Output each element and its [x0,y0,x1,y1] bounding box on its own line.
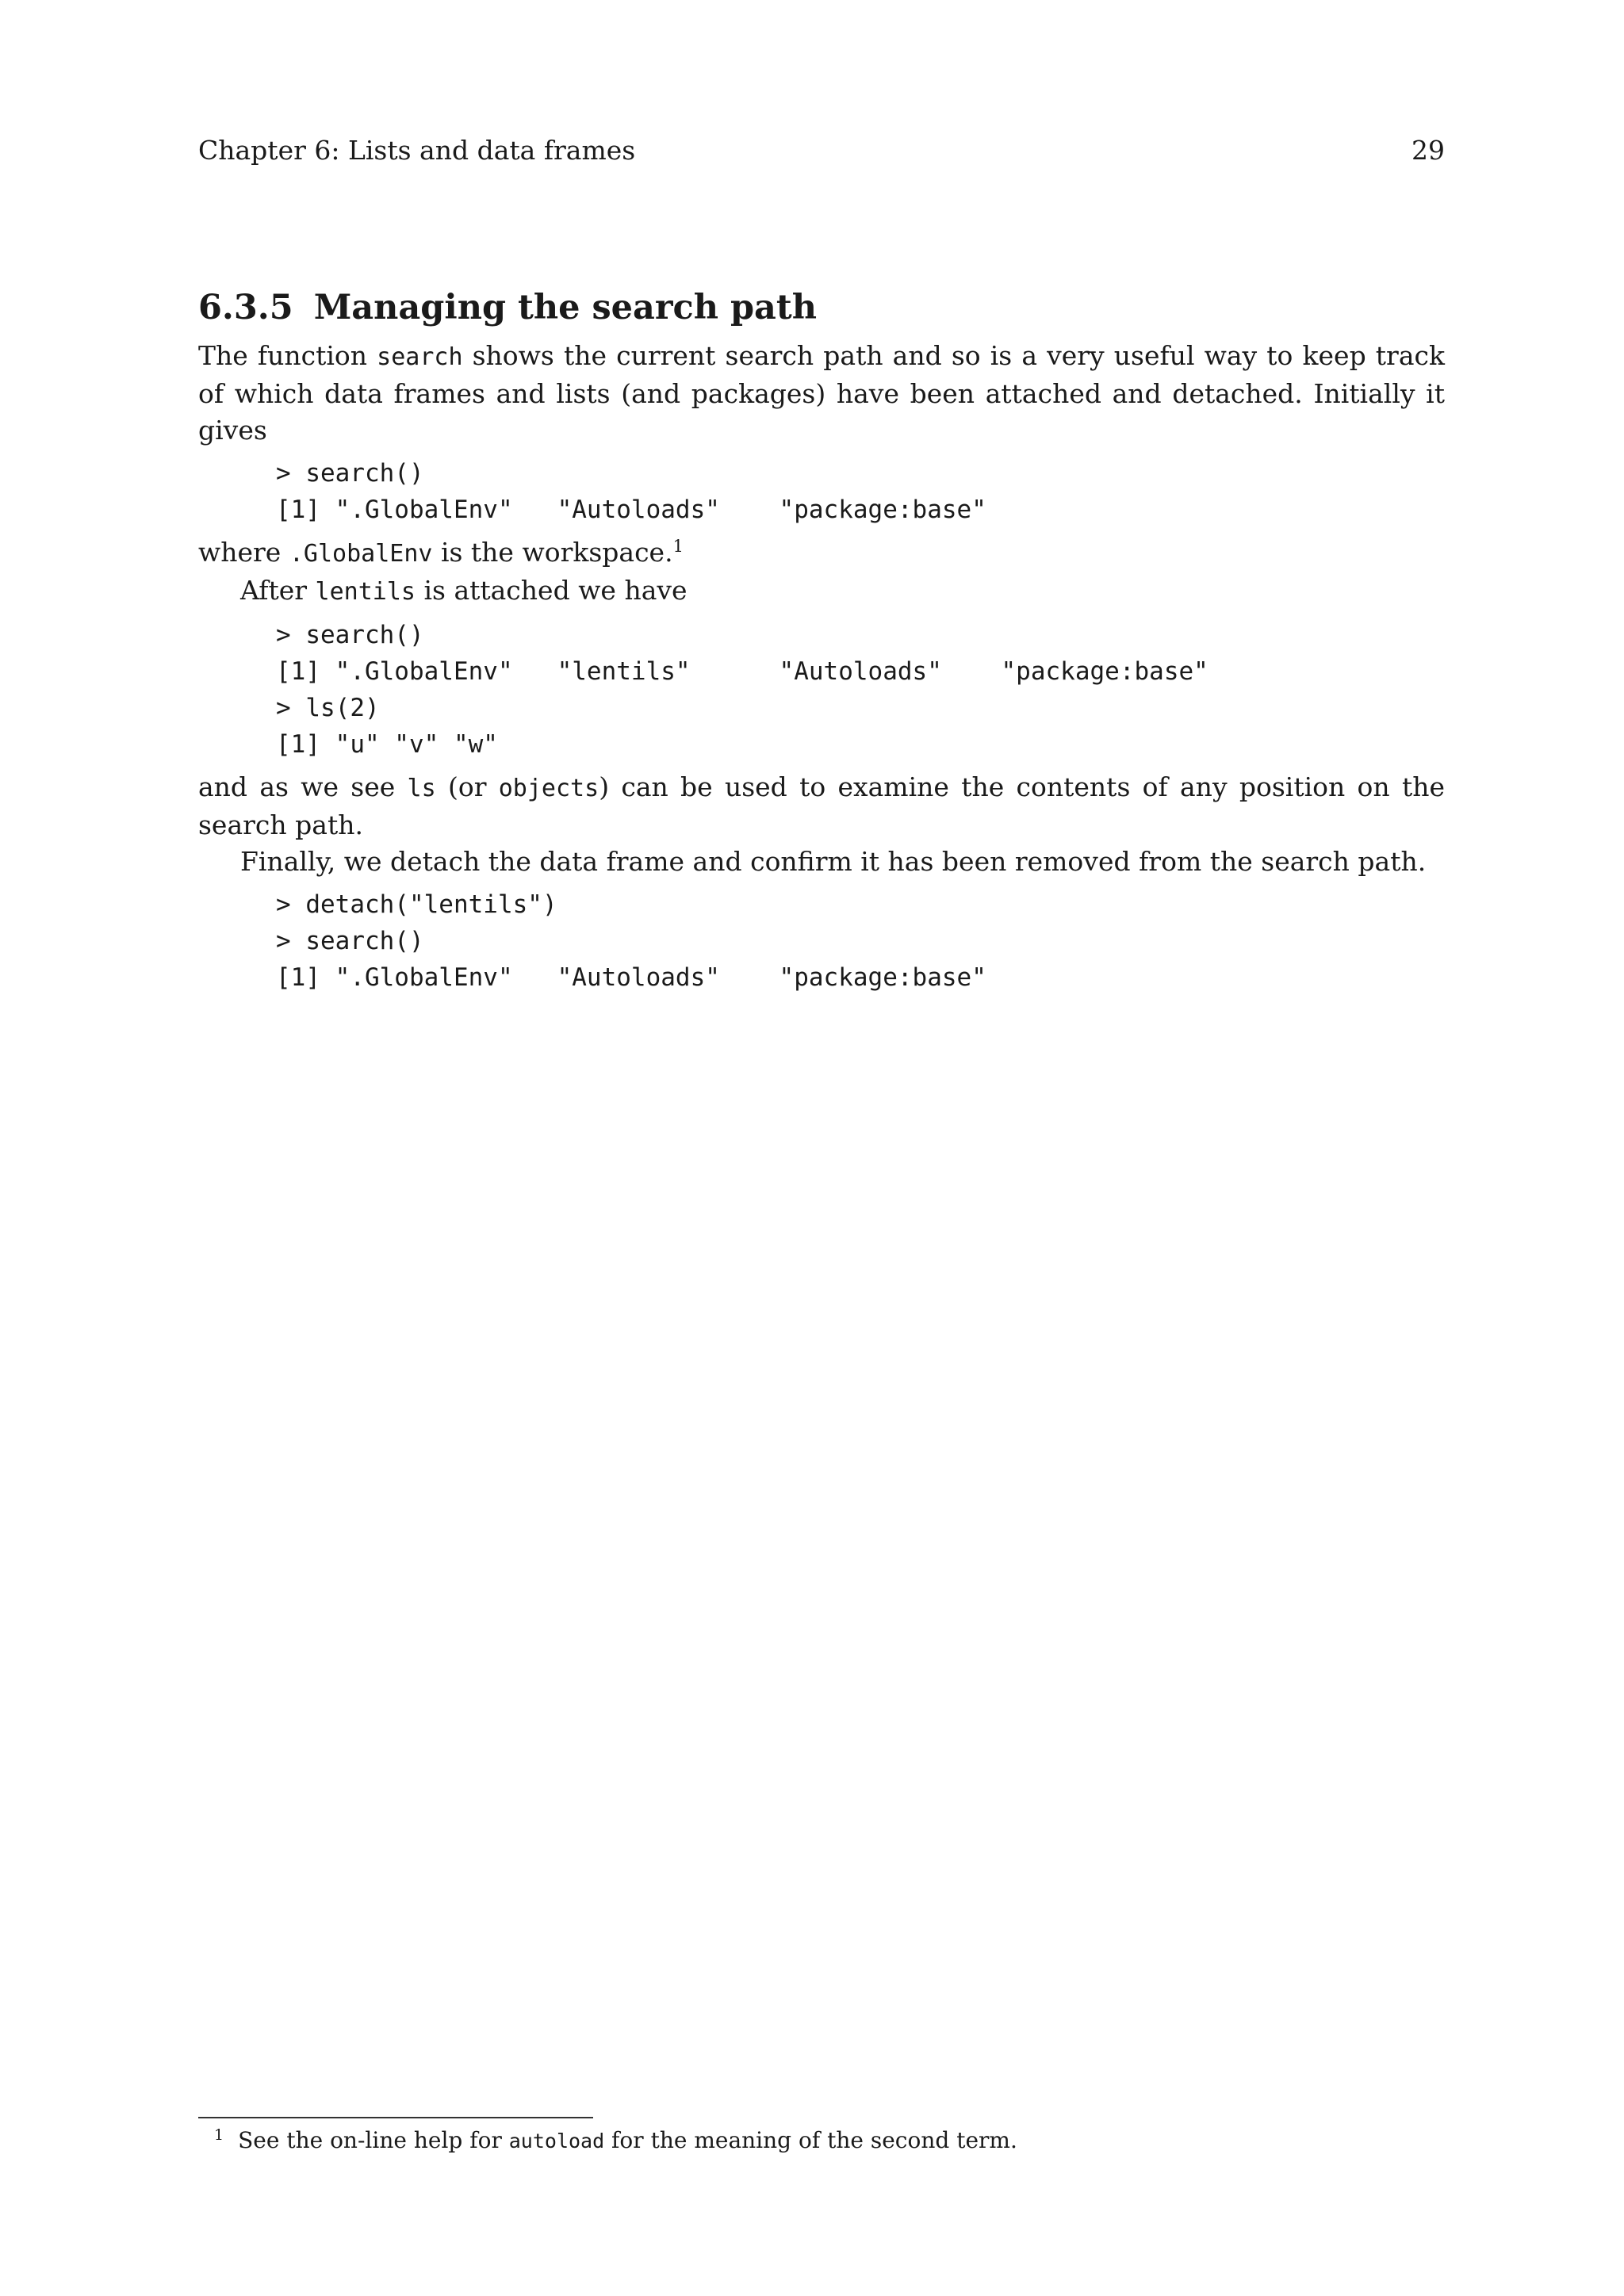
code-block-initial-search: > search() [1] ".GlobalEnv" "Autoloads" "package:base" [276,459,986,524]
code-block-detach: > detach("lentils") > search() [1] ".GlobalEnv" "Autoloads" "package:base" [276,890,986,992]
footnote-reference: 1 [672,537,684,556]
text-run: After [240,575,316,606]
text-run: The function [198,340,377,371]
text-run: for the meaning of the second term. [604,2127,1017,2153]
text-run: ) can be used to examine the contents of any position on the search path. [198,771,1445,840]
inline-code: .GlobalEnv [289,540,433,568]
text-run: See the on-line help for [238,2127,509,2153]
text-run: and as we see [198,771,408,802]
footnote [214,2125,1404,2157]
document-page [198,0,1445,2296]
paragraph-detach: Finally, we detach the data frame and confirm it has been removed from the search path. [240,846,1427,877]
footnote-mark: 1 [214,2126,224,2144]
text-run: is attached we have [415,575,688,606]
paragraph-after-attach [198,572,1445,610]
paragraph-search-intro [198,338,1445,449]
chapter-title: Chapter 6: Lists and data frames [198,135,636,166]
text-run: where [198,537,289,568]
inline-code: lentils [315,578,416,606]
text-run: is the workspace. [432,537,673,568]
text-run: shows the current search path and so is a very useful way to keep track of which data frames and lists (and packages) have been attached and detached. Initially it gives [198,340,1445,446]
inline-code: ls [407,775,436,802]
page-number: 29 [1411,135,1445,166]
inline-code: search [377,343,463,371]
footnote-rule [198,2117,593,2118]
section-heading [198,285,817,330]
running-header [198,133,1445,168]
section-title-text: Managing the search path [313,288,817,327]
paragraph-ls-objects [198,769,1445,844]
inline-code: objects [498,775,599,802]
paragraph-workspace [198,534,1445,572]
section-body [198,338,1445,1002]
inline-code: autoload [508,2130,605,2152]
code-block-attached-search: > search() [1] ".GlobalEnv" "lentils" "Autoloads" "package:base" > ls(2) [1] "u" "v" "w" [276,621,1208,759]
section-number: 6.3.5 [198,288,293,327]
text-run: (or [435,771,499,802]
